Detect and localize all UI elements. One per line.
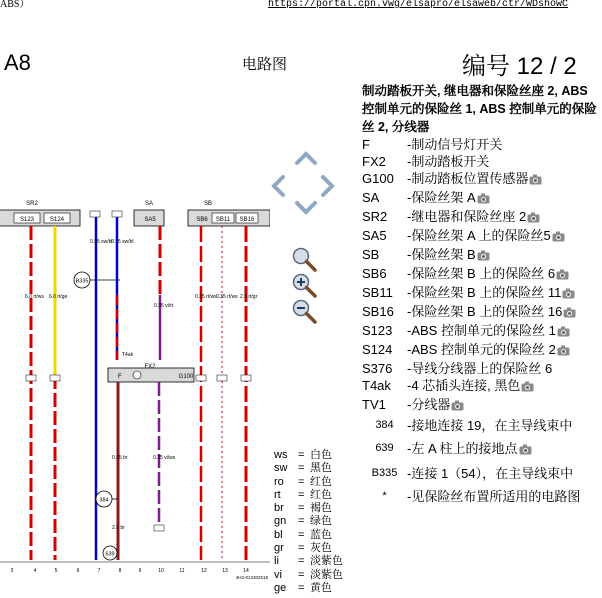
component-row [362, 227, 602, 246]
component-panel [362, 82, 602, 505]
wire-label: 2.5 rt/gr [240, 294, 258, 300]
camera-icon[interactable] [477, 248, 490, 265]
location-description-text: -接地连接 19，在主导线束中 [407, 418, 573, 433]
component-row [362, 265, 602, 284]
component-description-text: -保险丝架 A [407, 190, 476, 205]
component-description-text: -保险丝架 B [407, 247, 476, 262]
legend-color: 黄色 [310, 581, 332, 594]
location-code: B335 [371, 467, 398, 479]
component-code: SA [362, 190, 380, 205]
wire-label: 0.35 rt/ws [216, 294, 238, 300]
component-description [407, 208, 602, 227]
component-code: S124 [362, 342, 393, 357]
component-code: G100 [362, 171, 394, 186]
location-description-text: -见保险丝布置所适用的电路图 [407, 489, 581, 504]
component-code: TV1 [362, 397, 386, 412]
color-legend [274, 449, 343, 595]
svg-text:11: 11 [179, 568, 185, 574]
component-row [362, 322, 602, 341]
location-row [362, 488, 602, 505]
fuse-label: SB11 [215, 217, 231, 223]
fuse-label: SB6 [196, 217, 208, 223]
legend-color: 淡紫色 [310, 555, 343, 568]
legend-row [274, 462, 343, 475]
camera-icon[interactable] [477, 191, 490, 208]
legend-code: gn [274, 515, 287, 528]
wire-label: 6.0 rt/ws [25, 294, 44, 300]
legend-code: ro [274, 475, 284, 488]
wire-label: 0.35 sw/bl [111, 239, 134, 245]
component-label: FX2 [144, 364, 156, 370]
component-row [362, 284, 602, 303]
camera-icon[interactable] [557, 324, 570, 341]
component-code: SA5 [362, 228, 387, 243]
camera-icon[interactable] [556, 267, 569, 284]
page-number: 编号 12 / 2 [462, 53, 577, 80]
component-row [362, 341, 602, 360]
fuse-holder-sr2 [0, 201, 80, 226]
browser-left-text: ABS） [0, 0, 30, 10]
component-description [407, 189, 602, 208]
legend-color: 红色 [310, 475, 332, 488]
location-code: 639 [375, 442, 394, 454]
component-code: SB [362, 247, 380, 262]
wire-label: 0.35 vi/ws [153, 455, 176, 461]
legend-equals: = [298, 488, 305, 501]
panel-heading: 制动踏板开关, 继电器和保险丝座 2, ABS 控制单元的保险丝 1, ABS 控制单元的保险丝 2, 分线器 [362, 84, 597, 134]
legend-code: bl [274, 528, 283, 541]
camera-icon[interactable] [529, 172, 542, 189]
legend-equals: = [298, 528, 305, 541]
browser-bar [0, 0, 602, 12]
legend-equals: = [298, 475, 305, 488]
camera-icon[interactable] [552, 229, 565, 246]
camera-icon[interactable] [557, 343, 570, 360]
zoom-out-icon[interactable] [290, 297, 318, 325]
arrow-left-icon[interactable] [268, 172, 288, 200]
wire-label: 2.5 br [112, 525, 125, 531]
component-code: SR2 [362, 209, 388, 224]
component-label: F [118, 374, 122, 380]
component-description [407, 322, 602, 341]
legend-row [274, 515, 343, 528]
legend-row [274, 489, 343, 502]
camera-icon[interactable] [527, 210, 540, 227]
node-label: B335 [75, 278, 89, 285]
component-code: SB16 [362, 304, 394, 319]
wire-label: 0.35 br [112, 455, 128, 461]
legend-equals: = [298, 555, 305, 568]
legend-code: vi [274, 568, 282, 581]
legend-equals: = [298, 502, 305, 515]
component-label: G100 [178, 374, 194, 380]
fuse-label: S123 [19, 217, 35, 223]
component-row [362, 246, 602, 265]
location-description [407, 440, 602, 459]
legend-row [274, 449, 343, 462]
component-description-text: -制动信号灯开关 [407, 137, 503, 152]
component-description-text: -制动踏板位置传感器 [407, 171, 529, 186]
svg-text:12: 12 [201, 568, 207, 574]
location-code: * [382, 490, 387, 502]
camera-icon[interactable] [563, 305, 576, 322]
svg-text:14: 14 [243, 568, 249, 574]
legend-row [274, 529, 343, 542]
location-description [407, 488, 602, 505]
fuse-holder-sa [134, 201, 164, 226]
component-row [362, 303, 602, 322]
arrow-right-icon[interactable] [318, 172, 338, 200]
location-description-text: -左 A 柱上的接地点 [407, 441, 518, 456]
fuse-label: SB16 [239, 217, 255, 223]
legend-code: br [274, 502, 284, 515]
legend-color: 淡紫色 [310, 568, 343, 581]
legend-code: sw [274, 462, 288, 475]
zoom-in-icon[interactable] [290, 271, 318, 299]
component-row [362, 377, 602, 396]
legend-row [274, 542, 343, 555]
legend-code: ws [274, 449, 288, 461]
component-description-text: -4 芯插头连接, 黑色 [407, 378, 521, 393]
component-description-text: -ABS 控制单元的保险丝 1 [407, 323, 556, 338]
location-row [362, 465, 602, 482]
component-description [407, 303, 602, 322]
component-description [407, 265, 602, 284]
wire-label: 0.35 vi/rt [154, 303, 174, 309]
svg-text:6: 6 [76, 568, 80, 574]
component-description-text: -继电器和保险丝座 2 [407, 209, 527, 224]
component-list [362, 136, 602, 415]
legend-color: 绿色 [310, 515, 332, 528]
svg-text:8: 8 [118, 568, 122, 574]
browser-url-link[interactable]: https://portal.cpn.vwg/elsapro/elsaweb/ctr/WDshowC [268, 0, 569, 10]
location-code: 384 [375, 419, 394, 431]
camera-icon[interactable] [519, 442, 532, 459]
component-code: SB11 [362, 285, 393, 300]
legend-color: 黑色 [310, 462, 332, 475]
legend-equals: = [298, 449, 305, 461]
svg-text:10: 10 [158, 568, 164, 574]
component-description-text: -导线分线器上的保险丝 6 [407, 361, 553, 376]
component-description [407, 227, 602, 246]
vehicle-model: A8 [4, 50, 31, 75]
component-description [407, 396, 602, 415]
component-description-text: -保险丝架 B 上的保险丝 6 [407, 266, 556, 281]
component-row [362, 153, 602, 170]
component-description [407, 341, 602, 360]
legend-row [274, 476, 343, 489]
component-code: T4ak [362, 378, 391, 393]
legend-row [274, 502, 343, 515]
fuse-label: SA5 [144, 217, 156, 223]
component-description-text: -保险丝架 B 上的保险丝 16 [407, 304, 563, 319]
legend-color: 红色 [310, 488, 332, 501]
circuit-diagram [0, 185, 270, 598]
arrow-down-icon[interactable] [292, 198, 320, 218]
fuse-label: S124 [49, 217, 65, 223]
component-description-text: -保险丝架 A 上的保险丝5 [407, 228, 551, 243]
legend-color: 褐色 [310, 502, 332, 515]
legend-code: ge [274, 581, 287, 594]
legend-row [274, 582, 343, 595]
svg-text:5: 5 [54, 568, 58, 574]
component-code: SB6 [362, 266, 387, 281]
fuse-top-label: SB [203, 201, 213, 207]
legend-equals: = [298, 462, 305, 475]
svg-text:7: 7 [97, 568, 101, 574]
component-description-text: -保险丝架 B 上的保险丝 11 [407, 285, 562, 300]
arrow-up-icon[interactable] [292, 148, 320, 168]
legend-color: 蓝色 [310, 528, 332, 541]
component-label: T4ak [122, 352, 134, 358]
node-label: 384 [99, 497, 109, 504]
component-row [362, 396, 602, 415]
wire-label: 6.0 rt/ge [49, 294, 68, 300]
legend-code: rt [274, 488, 281, 501]
component-code: F [362, 137, 370, 152]
component-description-text: -分线器 [407, 397, 451, 412]
legend-row [274, 569, 343, 582]
component-description-text: -制动踏板开关 [407, 154, 490, 169]
component-description-text: -ABS 控制单元的保险丝 2 [407, 342, 556, 357]
camera-icon[interactable] [451, 398, 464, 415]
location-row [362, 417, 602, 434]
component-row [362, 189, 602, 208]
component-row [362, 170, 602, 189]
component-description [407, 153, 602, 170]
component-description [407, 284, 602, 303]
component-description [407, 377, 602, 396]
legend-row [274, 555, 343, 568]
svg-text:9: 9 [138, 568, 142, 574]
location-row [362, 440, 602, 459]
fuse-top-label: SA [144, 201, 154, 207]
part-number: 4H2-012302518 [235, 575, 268, 580]
legend-equals: = [298, 542, 305, 555]
legend-equals: = [298, 515, 305, 528]
legend-code: gr [274, 542, 284, 555]
location-description [407, 417, 602, 434]
component-row [362, 360, 602, 377]
component-code: S123 [362, 323, 393, 338]
wire-label: 0.35 rt/ws [195, 294, 217, 300]
legend-equals: = [298, 568, 305, 581]
component-description [407, 360, 602, 377]
svg-text:3: 3 [10, 568, 14, 574]
component-row [362, 208, 602, 227]
location-description [407, 465, 602, 482]
svg-text:4: 4 [33, 568, 37, 574]
component-description [407, 136, 602, 153]
component-description [407, 170, 602, 189]
fuse-top-label: SR2 [26, 201, 38, 207]
component-code: S376 [362, 361, 393, 376]
camera-icon[interactable] [562, 286, 575, 303]
legend-code: li [274, 555, 279, 568]
component-row [362, 136, 602, 153]
legend-color: 灰色 [310, 542, 332, 555]
legend-color: 白色 [310, 449, 332, 461]
location-list [362, 417, 602, 505]
component-code: FX2 [362, 154, 386, 169]
diagram-title: 电路图 [242, 56, 288, 73]
location-description-text: -连接 1（54），在主导线束中 [407, 466, 574, 481]
zoom-fit-icon[interactable] [290, 245, 318, 273]
node-label: 639 [105, 551, 115, 558]
column-numbers [11, 568, 249, 574]
fuse-holder-sb [188, 201, 270, 226]
camera-icon[interactable] [521, 379, 534, 396]
wire-label: 0.35 sw/bl [90, 239, 113, 245]
svg-text:13: 13 [222, 568, 228, 574]
component-description [407, 246, 602, 265]
legend-equals: = [298, 581, 305, 594]
